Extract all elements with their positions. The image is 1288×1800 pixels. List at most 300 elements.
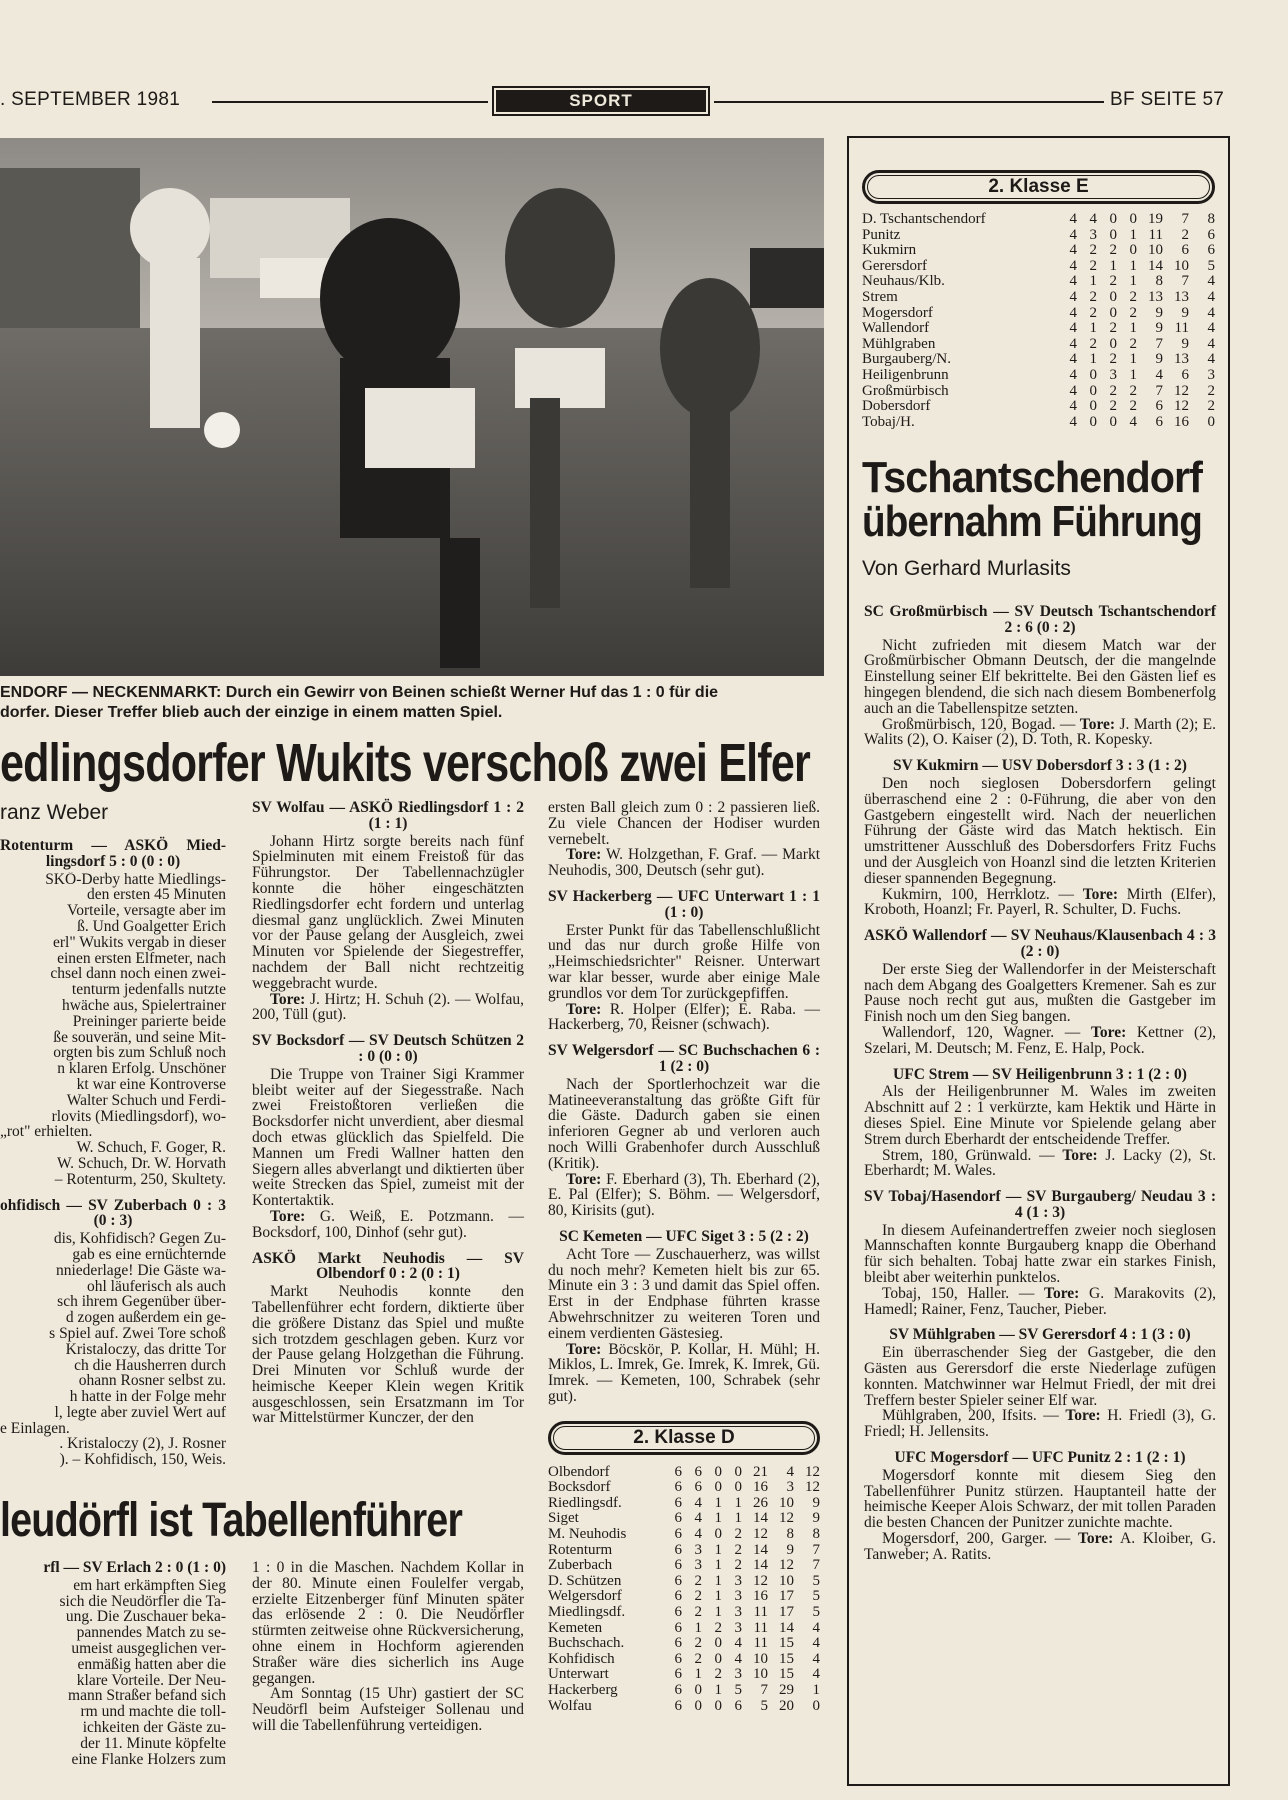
stat-cell: 5 bbox=[734, 1682, 742, 1698]
stat-cell: 4 bbox=[1069, 398, 1077, 415]
text-line: dis, Kohfidisch? Gegen Zu- bbox=[53, 1231, 226, 1248]
stat-cell: 9 bbox=[812, 1494, 820, 1511]
stat-cell: 6 bbox=[674, 1557, 682, 1574]
stat-cell: 9 bbox=[1181, 304, 1189, 321]
paragraph bbox=[252, 1209, 524, 1241]
caption-line: dorfer. Dieser Treffer blieb auch der einzige in einem matten Spiel. bbox=[0, 704, 503, 721]
klasse-e-box bbox=[847, 136, 1230, 1786]
text-line: h hatte in der Folge mehr bbox=[69, 1388, 226, 1406]
table-row bbox=[548, 1652, 820, 1668]
right-headline-frame-2 bbox=[862, 497, 1217, 546]
stat-cell: 6 bbox=[674, 1541, 682, 1558]
stat-cell: 0 bbox=[1207, 413, 1215, 430]
stat-cell: 7 bbox=[812, 1557, 820, 1574]
stat-cell: 29 bbox=[779, 1682, 794, 1698]
stat-cell: 7 bbox=[812, 1541, 820, 1558]
stat-cell: 0 bbox=[1129, 242, 1137, 259]
text-line: enmäßig hatten aber die bbox=[77, 1655, 226, 1673]
text-line: em hart erkämpften Sieg bbox=[73, 1577, 226, 1594]
stat-cell: 6 bbox=[1181, 242, 1189, 259]
match-heading: SV Welgersdorf — SC Buchschachen 6 : 1 (2 : 0) bbox=[548, 1042, 820, 1075]
text-line: ße souverän, und seine Mit- bbox=[53, 1028, 226, 1046]
stat-cell: 4 bbox=[1069, 226, 1077, 243]
article-text-cut bbox=[0, 872, 226, 1188]
table-row bbox=[862, 352, 1215, 368]
text-line: nniederlage! Die Gäste wa- bbox=[56, 1261, 226, 1279]
stat-cell: 13 bbox=[1174, 351, 1189, 368]
stat-cell: 4 bbox=[812, 1619, 820, 1636]
stat-cell: 8 bbox=[1155, 273, 1163, 290]
match-heading: UFC Mogersdorf — UFC Punitz 2 : 1 (2 : 1) bbox=[894, 1449, 1186, 1467]
paragraph bbox=[548, 1247, 820, 1342]
stat-cell: 0 bbox=[812, 1697, 820, 1714]
text-line: kt war eine Kontroverse bbox=[76, 1075, 226, 1093]
stat-cell: 4 bbox=[1069, 366, 1077, 383]
text-line: ohann Rosner selbst zu. bbox=[78, 1372, 226, 1390]
stat-cell: 2 bbox=[714, 1666, 722, 1683]
goals-label: Tore: bbox=[270, 1207, 306, 1225]
stat-cell: 2 bbox=[1089, 257, 1097, 274]
stat-cell: 8 bbox=[786, 1526, 794, 1543]
stat-cell: 0 bbox=[1109, 226, 1117, 243]
paragraph bbox=[548, 1077, 820, 1172]
team-name: M. Neuhodis bbox=[548, 1526, 627, 1543]
team-name: Olbendorf bbox=[548, 1463, 610, 1480]
table-row bbox=[548, 1558, 820, 1574]
stat-cell: 1 bbox=[734, 1494, 742, 1511]
stat-cell: 1 bbox=[1129, 257, 1137, 274]
stat-cell: 2 bbox=[1129, 304, 1137, 321]
text-line: hwäche aus, Spielertrainer bbox=[62, 996, 226, 1014]
table-row bbox=[548, 1543, 820, 1559]
stat-cell: 4 bbox=[694, 1510, 702, 1527]
team-name: Burgauberg/N. bbox=[862, 351, 952, 368]
stat-cell: 12 bbox=[779, 1557, 794, 1574]
stat-cell: 10 bbox=[779, 1572, 794, 1589]
stat-cell: 8 bbox=[812, 1526, 820, 1543]
text-line: s Spiel auf. Zwei Tore schoß bbox=[49, 1324, 226, 1342]
stat-cell: 1 bbox=[812, 1682, 820, 1698]
header-rule-right bbox=[714, 101, 1104, 103]
table-row bbox=[548, 1574, 820, 1590]
stat-cell: 9 bbox=[1155, 320, 1163, 337]
paragraph-text: Am Sonntag (15 Uhr) gastiert der SC Neudörfl beim Aufsteiger Sollenau und will die Tabellenführung verteidigen. bbox=[252, 1685, 524, 1734]
table-row bbox=[862, 290, 1215, 306]
stat-cell: 11 bbox=[1174, 320, 1189, 337]
stat-cell: 4 bbox=[694, 1526, 702, 1543]
stat-cell: 2 bbox=[694, 1650, 702, 1667]
stat-cell: 2 bbox=[734, 1541, 742, 1558]
goals-label: Tore: bbox=[566, 1340, 602, 1358]
paragraph bbox=[548, 1172, 820, 1219]
stat-cell: 3 bbox=[734, 1619, 742, 1636]
stat-cell: 1 bbox=[714, 1604, 722, 1621]
stat-cell: 11 bbox=[753, 1604, 768, 1621]
stat-cell: 6 bbox=[674, 1588, 682, 1605]
stat-cell: 0 bbox=[1109, 413, 1117, 430]
match-heading: SV Kukmirn — USV Dobersdorf 3 : 3 (1 : 2) bbox=[893, 757, 1187, 775]
team-name: Kukmirn bbox=[862, 242, 917, 259]
stat-cell: 6 bbox=[1181, 366, 1189, 383]
table-row bbox=[548, 1683, 820, 1699]
stat-cell: 12 bbox=[779, 1510, 794, 1527]
paragraph-text: Strem, 180, Grünwald. — bbox=[882, 1146, 1063, 1164]
stat-cell: 3 bbox=[734, 1572, 742, 1589]
stat-cell: 4 bbox=[1129, 413, 1137, 430]
stat-cell: 6 bbox=[674, 1479, 682, 1496]
table-row bbox=[548, 1527, 820, 1543]
stat-cell: 2 bbox=[1207, 382, 1215, 399]
table-row bbox=[862, 306, 1215, 322]
stat-cell: 3 bbox=[734, 1604, 742, 1621]
table-row bbox=[548, 1621, 820, 1637]
goals-label: Tore: bbox=[566, 1000, 602, 1018]
stat-cell: 9 bbox=[1155, 304, 1163, 321]
paragraph-text: Wallendorf, 120, Wagner. — bbox=[882, 1023, 1091, 1041]
table-row bbox=[862, 259, 1215, 275]
stat-cell: 1 bbox=[714, 1494, 722, 1511]
main-headline: edlingsdorfer Wukits verschoß zwei Elfer bbox=[0, 733, 810, 793]
stat-cell: 4 bbox=[1069, 320, 1077, 337]
stat-cell: 5 bbox=[1207, 257, 1215, 274]
goals-label: Tore: bbox=[1077, 1530, 1114, 1548]
stat-cell: 0 bbox=[1109, 211, 1117, 227]
table-row bbox=[862, 415, 1215, 431]
table-row bbox=[862, 321, 1215, 337]
stat-cell: 4 bbox=[1069, 413, 1077, 430]
stat-cell: 4 bbox=[1207, 304, 1215, 321]
stat-cell: 11 bbox=[753, 1619, 768, 1636]
stat-cell: 1 bbox=[1089, 351, 1097, 368]
paragraph-text: Kettner (2), Szelari, M. Deutsch; M. Fenz, E. Halp, Pock. bbox=[864, 1023, 1216, 1057]
main-headline-frame bbox=[0, 733, 812, 793]
neudoerfl-headline: leudörfl ist Tabellenführer bbox=[0, 1494, 462, 1547]
text-line: einen ersten Elfmeter, nach bbox=[57, 949, 226, 967]
table-row bbox=[862, 368, 1215, 384]
paragraph-text: Johann Hirtz sorgte bereits nach fünf Spielminuten mit einem Freistoß für das Führungstor. Der Tabellennachzügler konnte die höher eingeschätzten Riedlingsdorfer echt fordern und unterlag diesmal ganz unglücklich. Zwei Minuten vor der Pause gelang der Ausgleich, zwei Minuten vor Spielende der Siegestreffer, nachdem der Ball nicht rechtzeitig weggebracht wurde. bbox=[252, 832, 524, 992]
text-line: – Rotenturm, 250, Skultety. bbox=[54, 1170, 226, 1188]
match-heading: ASKÖ Markt Neuhodis — SV Olbendorf 0 : 2 (0 : 1) bbox=[252, 1249, 524, 1283]
team-name: Bocksdorf bbox=[548, 1479, 611, 1496]
stat-cell: 4 bbox=[1069, 335, 1077, 352]
paragraph bbox=[864, 1025, 1216, 1057]
paragraph-text: G. Marakovits (2), Hamedl; Rainer, Fenz, Taucher, Pieber. bbox=[864, 1284, 1216, 1318]
paragraph-text: Als der Heiligenbrunner M. Wales im zweiten Abschnitt auf 2 : 1 verkürzte, kam Hektik und Härte in dieses Spiel. Eine Minute vor Spielende gelang aber Strem durch Eberhardt der entscheidende Treffer. bbox=[864, 1083, 1216, 1148]
stat-cell: 4 bbox=[1089, 211, 1097, 227]
stat-cell: 4 bbox=[1207, 320, 1215, 337]
stat-cell: 5 bbox=[760, 1697, 768, 1714]
stat-cell: 21 bbox=[753, 1463, 768, 1480]
text-line: Kristaloczy, das dritte Tor bbox=[65, 1340, 226, 1358]
stat-cell: 4 bbox=[1207, 351, 1215, 368]
paragraph bbox=[252, 1067, 524, 1209]
stat-cell: 15 bbox=[779, 1635, 794, 1652]
paragraph-text: F. Eberhard (3), Th. Eberhard (2), E. Pal (Elfer); S. Böhm. — Welgersdorf, 80, Kirisits (gut). bbox=[548, 1170, 820, 1220]
stat-cell: 2 bbox=[1109, 398, 1117, 415]
paragraph bbox=[864, 1148, 1216, 1180]
stat-cell: 0 bbox=[734, 1479, 742, 1496]
stat-cell: 7 bbox=[1155, 335, 1163, 352]
stat-cell: 16 bbox=[753, 1479, 768, 1496]
byline: ranz Weber bbox=[0, 801, 109, 824]
stat-cell: 7 bbox=[760, 1682, 768, 1698]
paragraph bbox=[864, 1531, 1216, 1563]
text-line: pannendes Match zu se- bbox=[76, 1624, 226, 1642]
stat-cell: 1 bbox=[694, 1666, 702, 1683]
text-line: mann Straßer befand sich bbox=[68, 1687, 226, 1705]
stat-cell: 1 bbox=[1129, 226, 1137, 243]
stat-cell: 0 bbox=[1109, 288, 1117, 305]
stat-cell: 2 bbox=[1207, 398, 1215, 415]
klasse-e-table bbox=[862, 170, 1215, 430]
team-name: Unterwart bbox=[548, 1666, 609, 1683]
stat-cell: 2 bbox=[1129, 382, 1137, 399]
text-line: ohl läuferisch als auch bbox=[86, 1277, 226, 1295]
paragraph bbox=[548, 847, 820, 879]
stat-cell: 2 bbox=[1089, 288, 1097, 305]
paragraph bbox=[864, 962, 1216, 1025]
paragraph-text: A. Kloiber, G. Tanweber; A. Ratits. bbox=[864, 1530, 1216, 1563]
match-heading: SC Kemeten — UFC Siget 3 : 5 (2 : 2) bbox=[559, 1227, 809, 1245]
stat-cell: 6 bbox=[674, 1635, 682, 1652]
stat-cell: 6 bbox=[674, 1526, 682, 1543]
stat-cell: 4 bbox=[786, 1463, 794, 1480]
text-line: gab es eine ernüchternde bbox=[72, 1245, 226, 1263]
team-name: Buchschach. bbox=[548, 1635, 625, 1652]
stat-cell: 4 bbox=[812, 1650, 820, 1667]
stat-cell: 11 bbox=[753, 1635, 768, 1652]
stat-cell: 3 bbox=[1109, 366, 1117, 383]
paragraph-text: 1 : 0 in die Maschen. Nachdem Kollar in der 80. Minute einen Foulelfer vergab, erzielte Eitzenberger fünf Minuten später das erlösende 2 : 0. Die Neudörfler stürmten zeitweise ohne Rückversicherung, ohne einem in Hochform agierenden Straßer wäre dies sicherlich ins Auge gegangen. bbox=[252, 1559, 524, 1687]
stat-cell: 1 bbox=[1089, 273, 1097, 290]
table-row bbox=[862, 228, 1215, 244]
paragraph-text: Böcskör, P. Kollar, H. Mühl; H. Miklos, L. Imrek, Ge. Imrek, K. Imrek, Gü. Imrek. — Kemeten, 100, Schrabek (sehr gut). bbox=[548, 1340, 820, 1405]
team-name: Riedlingsdf. bbox=[548, 1494, 622, 1511]
main-article-col2 bbox=[252, 800, 524, 1426]
stat-cell: 1 bbox=[694, 1619, 702, 1636]
stat-cell: 4 bbox=[1069, 304, 1077, 321]
stat-cell: 15 bbox=[779, 1666, 794, 1683]
team-name: Neuhaus/Klb. bbox=[862, 273, 945, 290]
stat-cell: 12 bbox=[753, 1572, 768, 1589]
stat-cell: 3 bbox=[734, 1666, 742, 1683]
paragraph bbox=[864, 776, 1216, 887]
text-line: SKÖ-Derby hatte Miedlings- bbox=[45, 871, 226, 888]
header-rule-left bbox=[212, 101, 488, 103]
stat-cell: 8 bbox=[1207, 211, 1215, 227]
stat-cell: 6 bbox=[674, 1510, 682, 1527]
paragraph-text: Nach der Sportlerhochzeit war die Matineeveranstaltung das größte Gift für die Gäste. Dadurch gaben sie einen inferioren Gegner ab und verloren auch noch Willi Grabenhofer durch Ausschluß (Kritik). bbox=[548, 1075, 820, 1172]
table-title: 2. Klasse E bbox=[867, 175, 1210, 199]
stat-cell: 5 bbox=[812, 1604, 820, 1621]
text-line: W. Schuch, F. Goger, R. bbox=[76, 1139, 226, 1157]
stat-cell: 6 bbox=[1207, 226, 1215, 243]
stat-cell: 0 bbox=[694, 1697, 702, 1714]
paragraph-text: J. Hirtz; H. Schuh (2). — Wolfau, 200, Tüll (gut). bbox=[252, 990, 524, 1024]
stat-cell: 4 bbox=[1155, 366, 1163, 383]
text-line: d zogen außerdem ein ge- bbox=[65, 1309, 226, 1327]
stat-cell: 14 bbox=[753, 1510, 768, 1527]
stat-cell: 12 bbox=[1174, 398, 1189, 415]
stat-cell: 4 bbox=[1069, 288, 1077, 305]
stat-cell: 2 bbox=[694, 1588, 702, 1605]
stat-cell: 0 bbox=[714, 1526, 722, 1543]
stat-cell: 1 bbox=[1089, 320, 1097, 337]
stat-cell: 6 bbox=[674, 1604, 682, 1621]
goals-label: Tore: bbox=[1079, 715, 1116, 733]
stat-cell: 14 bbox=[779, 1619, 794, 1636]
table-row bbox=[548, 1636, 820, 1652]
goals-label: Tore: bbox=[1090, 1023, 1127, 1041]
paragraph bbox=[864, 887, 1216, 919]
issue-date: . SEPTEMBER 1981 bbox=[0, 89, 181, 110]
text-line: e Einlagen. bbox=[0, 1419, 70, 1437]
stat-cell: 4 bbox=[734, 1635, 742, 1652]
article-text-cut bbox=[0, 1578, 226, 1768]
stat-cell: 7 bbox=[1155, 382, 1163, 399]
match-heading: SV Bocksdorf — SV Deutsch Schützen 2 : 0 (0 : 0) bbox=[252, 1032, 524, 1065]
stat-cell: 14 bbox=[753, 1557, 768, 1574]
match-heading: SC Großmürbisch — SV Deutsch Tschantschendorf 2 : 6 (0 : 2) bbox=[864, 603, 1216, 636]
stat-cell: 3 bbox=[786, 1479, 794, 1496]
text-line: Walter Schuch und Ferdi- bbox=[66, 1091, 226, 1109]
text-line: . Kristaloczy (2), J. Rosner bbox=[59, 1435, 226, 1453]
stat-cell: 6 bbox=[674, 1682, 682, 1698]
text-line: erl" Wukits vergab in dieser bbox=[52, 933, 226, 951]
stat-cell: 26 bbox=[753, 1494, 768, 1511]
stat-cell: 6 bbox=[674, 1650, 682, 1667]
stat-cell: 9 bbox=[786, 1541, 794, 1558]
stat-cell: 6 bbox=[674, 1463, 682, 1480]
stat-cell: 4 bbox=[1069, 242, 1077, 259]
goals-label: Tore: bbox=[566, 1170, 602, 1188]
stat-cell: 2 bbox=[694, 1604, 702, 1621]
stat-cell: 2 bbox=[694, 1635, 702, 1652]
stat-cell: 1 bbox=[714, 1541, 722, 1558]
stat-cell: 12 bbox=[805, 1479, 820, 1496]
stat-cell: 0 bbox=[1089, 366, 1097, 383]
stat-cell: 3 bbox=[694, 1557, 702, 1574]
team-name: Welgersdorf bbox=[548, 1588, 622, 1605]
text-line: ung. Die Zuschauer beka- bbox=[65, 1608, 226, 1626]
stat-cell: 14 bbox=[1148, 257, 1163, 274]
stat-cell: 2 bbox=[1089, 242, 1097, 259]
stat-cell: 4 bbox=[1069, 273, 1077, 290]
table-row bbox=[548, 1589, 820, 1605]
team-name: Kemeten bbox=[548, 1619, 603, 1636]
stat-cell: 4 bbox=[812, 1635, 820, 1652]
stat-cell: 14 bbox=[753, 1541, 768, 1558]
stat-cell: 16 bbox=[753, 1588, 768, 1605]
team-name: Großmürbisch bbox=[862, 382, 949, 399]
text-line: ). – Kohfidisch, 150, Weis. bbox=[59, 1451, 226, 1469]
paragraph bbox=[252, 1560, 524, 1686]
text-line: sich die Neudörfler die Ta- bbox=[59, 1592, 226, 1610]
stat-cell: 2 bbox=[1181, 226, 1189, 243]
paragraph-text: Erster Punkt für das Tabellenschlußlicht und das nur durch große Hilfe von „Heimschiedsrichter" Reisner. Unterwart war klar besser, wurde aber einige Male grundlos vor dem Tor zurückgepfiffen. bbox=[548, 921, 820, 1002]
stat-cell: 9 bbox=[812, 1510, 820, 1527]
main-article-col1 bbox=[0, 800, 226, 1468]
paragraph bbox=[864, 1286, 1216, 1318]
text-line: „rot" erhielten. bbox=[0, 1123, 93, 1141]
stat-cell: 3 bbox=[734, 1588, 742, 1605]
text-line: eine Flanke Holzers zum bbox=[71, 1750, 226, 1768]
stat-cell: 2 bbox=[694, 1572, 702, 1589]
stat-cell: 6 bbox=[694, 1479, 702, 1496]
text-line: l, legte aber zuviel Wert auf bbox=[54, 1403, 226, 1421]
section-label-box bbox=[492, 86, 710, 116]
paragraph bbox=[548, 1342, 820, 1405]
table-row bbox=[862, 274, 1215, 290]
paragraph-text: Markt Neuhodis konnte den Tabellenführer echt fordern, diktierte über die größere Distanz das Spiel und mußte sich trotzdem geschlagen geben. Kurz vor der Pause gelang Holzgethan die Führung. Drei Minuten vor Schluß wurde der heimische Keeper Klein wegen Kritik ausgeschlossen, sein Ersatzmann im Tor war Mittelstürmer Kunczer, der den bbox=[252, 1283, 524, 1427]
stat-cell: 6 bbox=[674, 1697, 682, 1714]
stat-cell: 2 bbox=[1109, 382, 1117, 399]
stat-cell: 16 bbox=[1174, 413, 1189, 430]
text-line: Preininger parierte beide bbox=[72, 1012, 226, 1030]
team-name: Strem bbox=[862, 288, 898, 305]
byline: Von Gerhard Murlasits bbox=[862, 557, 1071, 580]
paragraph-text: Mogersdorf konnte mit diesem Sieg den Tabellenführer Punitz stürzen. Hauptanteil hatte der heimische Keeper Alois Schwarz, der mit tollen Paraden die besten Chancen der Punitzer zunichte machte. bbox=[864, 1466, 1216, 1532]
stat-cell: 6 bbox=[1207, 242, 1215, 259]
goals-label: Tore: bbox=[1065, 1407, 1101, 1425]
paragraph bbox=[864, 638, 1216, 717]
stat-cell: 1 bbox=[714, 1572, 722, 1589]
main-article-col3 bbox=[548, 800, 820, 1405]
stat-cell: 0 bbox=[1109, 335, 1117, 352]
stat-cell: 0 bbox=[1129, 211, 1137, 227]
match-heading: ohfidisch — SV Zuberbach 0 : 3 (0 : 3) bbox=[0, 1196, 226, 1230]
stat-cell: 1 bbox=[714, 1588, 722, 1605]
football-match-photo bbox=[0, 138, 824, 676]
match-heading: SV Tobaj/Hasendorf — SV Burgauberg/ Neudau 3 : 4 (1 : 3) bbox=[864, 1188, 1216, 1221]
paragraph bbox=[252, 834, 524, 992]
text-line: tenturm jedenfalls nutzte bbox=[71, 981, 226, 999]
team-name: Tobaj/H. bbox=[862, 413, 915, 430]
text-line: ch die Hausherren durch bbox=[74, 1356, 226, 1374]
table-row bbox=[862, 243, 1215, 259]
right-headline-line1: Tschantschendorf bbox=[862, 453, 1202, 502]
goals-label: Tore: bbox=[1062, 1146, 1098, 1164]
stat-cell: 12 bbox=[753, 1526, 768, 1543]
paragraph-text: Nicht zufrieden mit diesem Match war der Großmürbischer Obmann Deutsch, der die mangelnde Einstellung seiner Elf bekrittelte. Bei den Gästen lief es hingegen blendend, die sich nach diesem Bombenerfolg auch an die Tabellenspitze setzten. bbox=[864, 636, 1216, 717]
paragraph-text: W. Holzgethan, F. Graf. — Markt Neuhodis, 300, Deutsch (sehr gut). bbox=[548, 846, 820, 880]
stat-cell: 6 bbox=[1155, 413, 1163, 430]
paragraph-text: Mogersdorf, 200, Garger. — bbox=[882, 1530, 1078, 1548]
paragraph bbox=[548, 923, 820, 1002]
paragraph-text: G. Weiß, E. Potzmann. — Bocksdorf, 100, Dinhof (sehr gut). bbox=[252, 1207, 524, 1241]
neudoerfl-col2 bbox=[252, 1560, 524, 1734]
stat-cell: 6 bbox=[674, 1666, 682, 1683]
table-row bbox=[862, 384, 1215, 400]
stat-cell: 12 bbox=[1174, 382, 1189, 399]
stat-cell: 4 bbox=[1069, 211, 1077, 227]
text-line: n klaren Erfolg. Unschöner bbox=[57, 1060, 226, 1078]
stat-cell: 0 bbox=[714, 1463, 722, 1480]
stat-cell: 0 bbox=[1089, 398, 1097, 415]
stat-cell: 4 bbox=[1069, 382, 1077, 399]
match-heading: SV Mühlgraben — SV Gerersdorf 4 : 1 (3 : 0) bbox=[889, 1326, 1191, 1344]
team-name: Dobersdorf bbox=[862, 398, 931, 415]
stat-cell: 0 bbox=[734, 1463, 742, 1480]
match-heading: SV Hackerberg — UFC Unterwart 1 : 1 (1 : 0) bbox=[548, 887, 820, 921]
team-name: Wallendorf bbox=[862, 320, 930, 337]
stat-cell: 7 bbox=[1181, 211, 1189, 227]
text-line: ß. Und Goalgetter Erich bbox=[77, 917, 226, 935]
team-name: Punitz bbox=[862, 226, 901, 243]
stat-cell: 2 bbox=[1129, 288, 1137, 305]
stat-cell: 9 bbox=[1155, 351, 1163, 368]
goals-label: Tore: bbox=[270, 990, 306, 1008]
